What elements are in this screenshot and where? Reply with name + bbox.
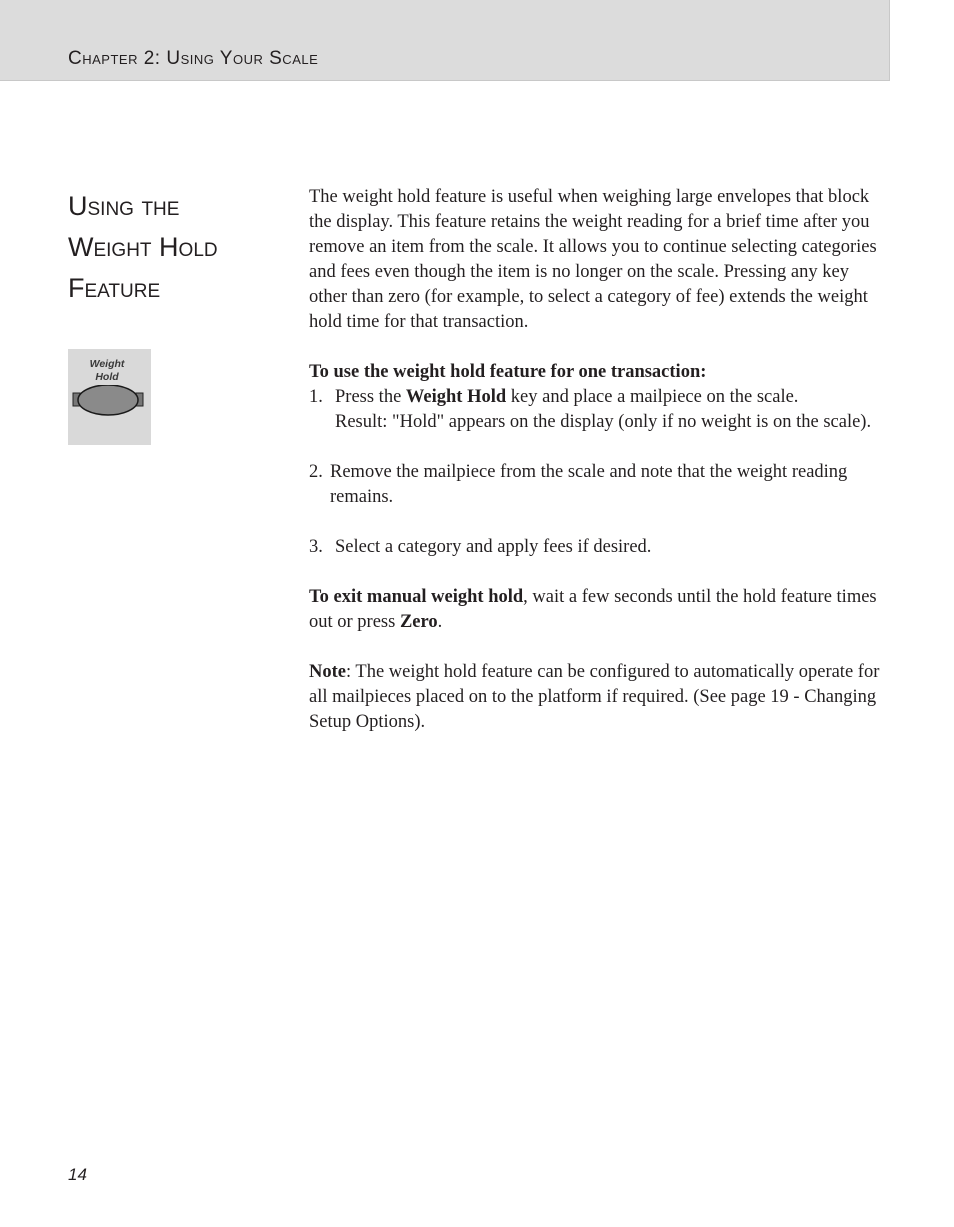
- step-1-text-post: key and place a mailpiece on the scale.: [506, 387, 799, 407]
- note-paragraph: [309, 660, 889, 735]
- key-label-line-1: Weight: [89, 358, 125, 370]
- weight-hold-key-icon: [72, 385, 144, 419]
- exit-heading: To exit manual weight hold: [309, 587, 524, 607]
- procedure-heading: [309, 360, 889, 385]
- exit-paragraph: To exit manual weight hold, wait a few seconds until the hold feature times out or press Zero.: [309, 587, 877, 632]
- step-1-result: Result: "Hold" appears on the display (only if no weight is on the scale).: [335, 412, 872, 432]
- chapter-title: Chapter 2: Using Your Scale: [68, 48, 319, 69]
- weight-hold-key-label: [68, 358, 146, 384]
- procedure-heading-text: To use the weight hold feature for one transaction:: [309, 362, 707, 382]
- section-title-line-1: Using the: [68, 191, 180, 221]
- header-band: [0, 0, 890, 81]
- step-3-number: 3.: [309, 537, 323, 557]
- step-1-key-name: Weight Hold: [405, 387, 507, 407]
- section-title-line-3: Feature: [68, 273, 161, 303]
- section-title: [68, 186, 288, 309]
- exit-text: , wait a few seconds until the hold feature times out or press: [309, 587, 877, 632]
- step-2-number: 2.: [309, 462, 323, 482]
- page-number: 14: [68, 1165, 87, 1184]
- weight-hold-key-illustration: [68, 349, 151, 445]
- step-1-text-pre: Press the: [335, 387, 406, 407]
- step-2-text: Remove the mailpiece from the scale and note that the weight reading remains.: [330, 462, 848, 507]
- note-text: : The weight hold feature can be configured to automatically operate for all mailpieces placed on to the platform if required. (See page 19 - Changing Setup Options).: [309, 662, 880, 732]
- key-label-line-2: Hold: [95, 371, 119, 383]
- note-label: Note: [309, 662, 346, 682]
- step-3: [309, 535, 889, 560]
- section-title-line-2: Weight Hold: [68, 232, 218, 262]
- body-text: [309, 185, 889, 735]
- step-1-number: 1.: [309, 387, 323, 407]
- step-3-text: Select a category and apply fees if desired.: [335, 537, 652, 557]
- zero-key-name: Zero: [399, 612, 438, 632]
- step-2: [309, 460, 889, 510]
- step-1: [309, 385, 889, 435]
- intro-paragraph: The weight hold feature is useful when weighing large envelopes that block the display. This feature retains the weight reading for a brief time after you remove an item from the scale. It allows you to continue selecting categories and fees even though the item is no longer on the scale. Pressing any key other than zero (for example, to select a category of fee) extends the weight hold time for that transaction.: [309, 187, 877, 332]
